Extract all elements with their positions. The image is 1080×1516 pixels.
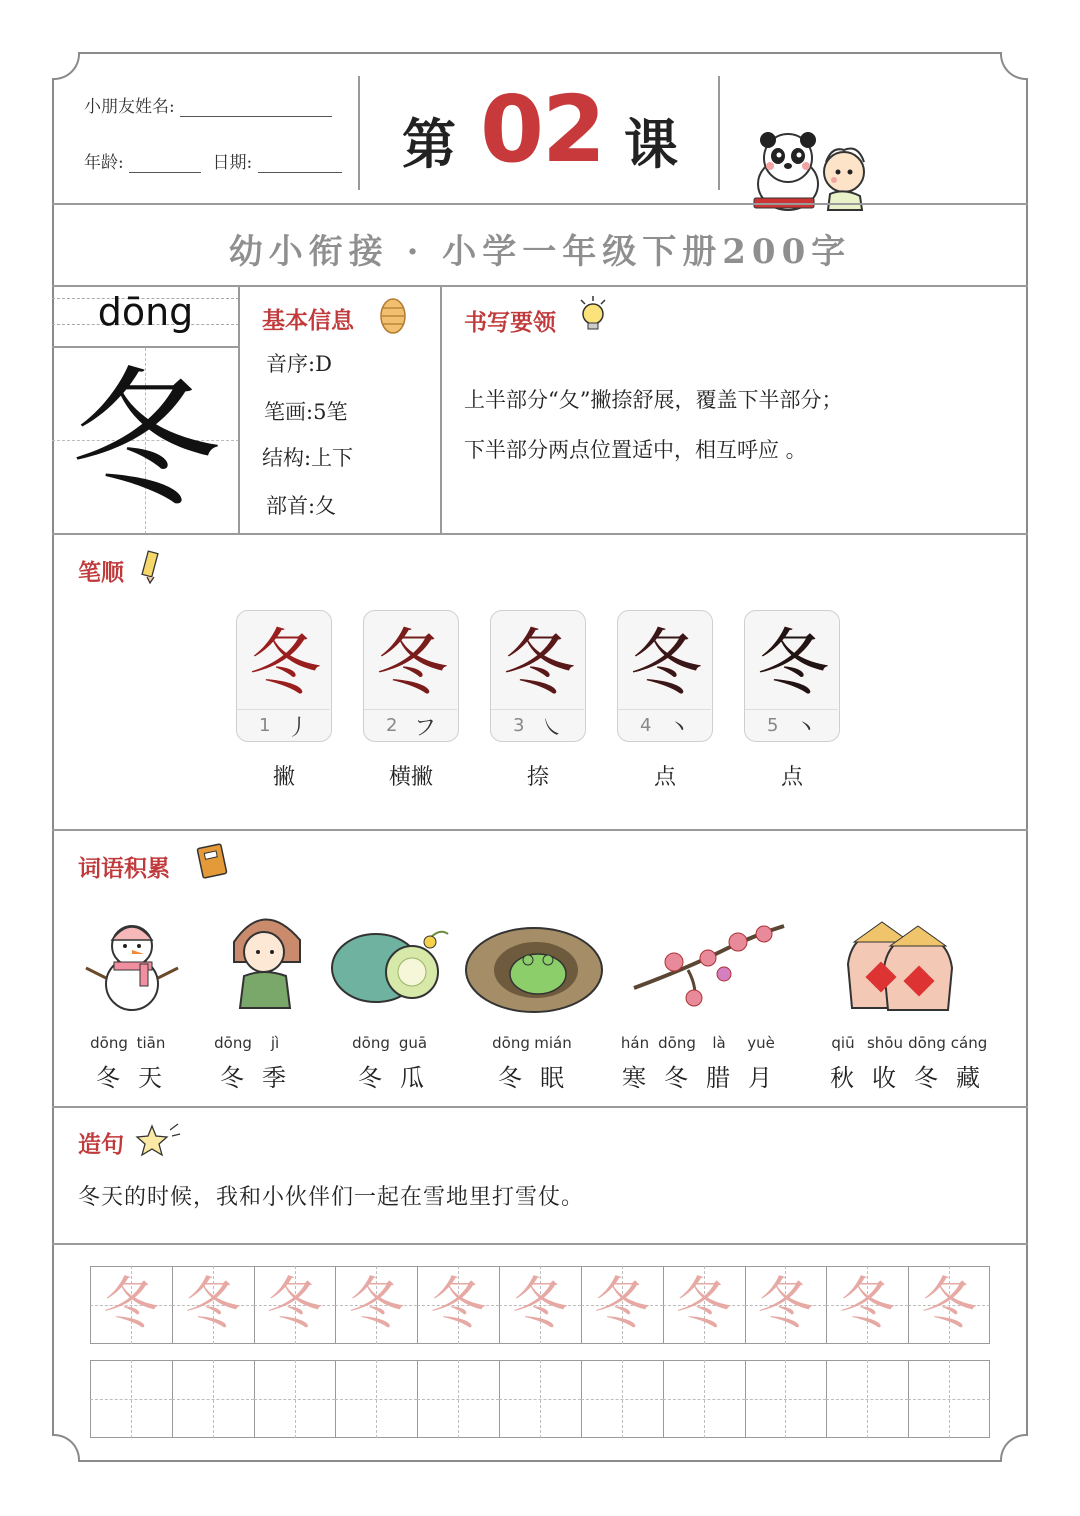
trace-character[interactable]: 冬 [757,1272,814,1337]
stroke-card-character: 冬 [375,621,448,705]
word-pinyin: dōng [214,1034,252,1052]
trace-character[interactable]: 冬 [348,1272,405,1337]
word-character: 冬 [96,1064,122,1092]
trace-character[interactable]: 冬 [184,1272,241,1337]
word-pinyin: dōng [352,1034,390,1052]
vocabulary-title: 词语积累 [78,855,170,882]
hibernating-frog-icon [462,914,606,1014]
practice-cell[interactable] [172,1360,254,1438]
stroke-card-character: 冬 [248,621,321,705]
stroke-number: 3 [513,715,525,736]
course-banner: 幼小衔接 · 小学一年级下册200字 [228,232,852,272]
word-character: 寒 [622,1064,648,1092]
stroke-glyph: ㇏ [541,716,564,741]
word-character: 冬 [498,1064,524,1092]
word-pinyin: qiū [831,1034,855,1052]
stroke-card [617,610,713,742]
stroke-glyph: 丶 [795,716,818,741]
word-character: 眠 [540,1064,566,1092]
stroke-name: 捺 [526,765,549,790]
stroke-name: 点 [653,765,676,790]
date-label: 日期: [212,153,253,173]
practice-cell[interactable] [826,1360,908,1438]
name-blank[interactable] [180,98,332,117]
trace-character[interactable]: 冬 [102,1272,159,1337]
word-character: 秋 [830,1064,856,1092]
practice-cell[interactable] [90,1360,172,1438]
word-pinyin: dōng [492,1034,530,1052]
practice-cell[interactable] [254,1360,336,1438]
info-yinxu: 音序:D [266,352,332,376]
lesson-prefix: 第 [402,112,456,176]
word-character: 收 [872,1064,898,1092]
character-grid [52,348,239,534]
snowman-icon [80,912,184,1012]
word-pinyin: jì [270,1034,280,1052]
word-pinyin: shōu [866,1034,903,1052]
pinecone-icon [378,296,408,336]
word-pinyin: là [712,1034,726,1052]
word-pinyin: mián [534,1034,572,1052]
character-pinyin: dōng [97,290,194,334]
word-character: 瓜 [400,1064,426,1092]
practice-cell[interactable] [663,1360,745,1438]
word-character: 月 [748,1064,774,1092]
stroke-number: 2 [386,715,398,736]
trace-character[interactable]: 冬 [839,1272,896,1337]
main-character: 冬 [70,354,221,528]
stroke-card [744,610,840,742]
stroke-card-character: 冬 [629,621,702,705]
lightbulb-icon [578,296,608,334]
stroke-card [490,610,586,742]
word-pinyin: hán [620,1034,650,1052]
word-character: 腊 [706,1064,732,1092]
trace-character[interactable]: 冬 [430,1272,487,1337]
practice-cell[interactable] [581,1360,663,1438]
stroke-name: 点 [780,765,803,790]
word-pinyin: cáng [950,1034,988,1052]
pencil-icon [138,550,162,584]
stroke-name: 横撇 [388,765,433,790]
stroke-name: 撇 [272,765,295,790]
stroke-card-character: 冬 [502,621,575,705]
star-icon [134,1120,182,1160]
age-label: 年龄: [84,153,124,173]
stroke-number: 4 [640,715,652,736]
practice-cell[interactable] [499,1360,581,1438]
winter-melon-icon [330,916,454,1010]
word-character: 冬 [914,1064,940,1092]
word-pinyin: dōng [908,1034,946,1052]
stroke-order-title: 笔顺 [78,559,124,586]
pinyin-box [52,286,239,346]
date-blank[interactable] [258,154,342,173]
stroke-card [363,610,459,742]
stroke-glyph: 丿 [287,716,310,741]
practice-cell[interactable] [745,1360,827,1438]
word-pinyin: dōng [658,1034,696,1052]
name-label: 小朋友姓名: [84,97,175,117]
word-character: 藏 [956,1064,982,1092]
word-character: 天 [138,1064,164,1092]
trace-character[interactable]: 冬 [593,1272,650,1337]
word-pinyin: guā [398,1034,428,1052]
trace-character[interactable]: 冬 [675,1272,732,1337]
plum-blossom-icon [628,918,788,1010]
word-character: 冬 [664,1064,690,1092]
age-date-field [84,148,342,173]
word-character: 冬 [358,1064,384,1092]
lesson-title [402,76,702,190]
stroke-glyph: 丶 [668,716,691,741]
basic-info-title: 基本信息 [262,307,354,334]
writing-tips-title: 书写要领 [464,309,556,336]
panda-and-child-icon [748,132,874,214]
name-field [84,92,332,117]
writing-tip-line-1: 上半部分“夂”撇捺舒展，覆盖下半部分； [464,388,843,412]
trace-character[interactable]: 冬 [511,1272,568,1337]
sentence-title: 造句 [78,1131,124,1158]
trace-character[interactable]: 冬 [266,1272,323,1337]
lesson-suffix: 课 [624,112,678,176]
writing-tip-line-2: 下半部分两点位置适中，相互呼应 。 [464,438,807,462]
word-pinyin: yuè [747,1034,775,1052]
word-pinyin: dōng [90,1034,128,1052]
practice-cell[interactable] [417,1360,499,1438]
practice-cell[interactable] [908,1360,990,1438]
trace-character[interactable]: 冬 [921,1272,978,1337]
info-bihua: 笔画:5笔 [264,400,348,424]
example-sentence: 冬天的时候，我和小伙伴们一起在雪地里打雪仗。 [78,1185,585,1210]
child-in-winter-hat-icon [214,902,314,1012]
stroke-card-character: 冬 [756,621,829,705]
info-bushou: 部首:夂 [266,494,337,518]
stroke-number: 1 [259,715,271,736]
grain-sacks-icon [842,904,958,1014]
word-character: 冬 [220,1064,246,1092]
practice-cell[interactable] [335,1360,417,1438]
info-jiegou: 结构:上下 [262,446,354,470]
word-pinyin: tiān [136,1034,166,1052]
stroke-number: 5 [767,715,779,736]
lesson-number: 02 [480,76,605,183]
stroke-glyph: フ [414,716,437,741]
book-icon [192,842,232,882]
stroke-card [236,610,332,742]
word-character: 季 [262,1064,288,1092]
age-blank[interactable] [129,154,201,173]
